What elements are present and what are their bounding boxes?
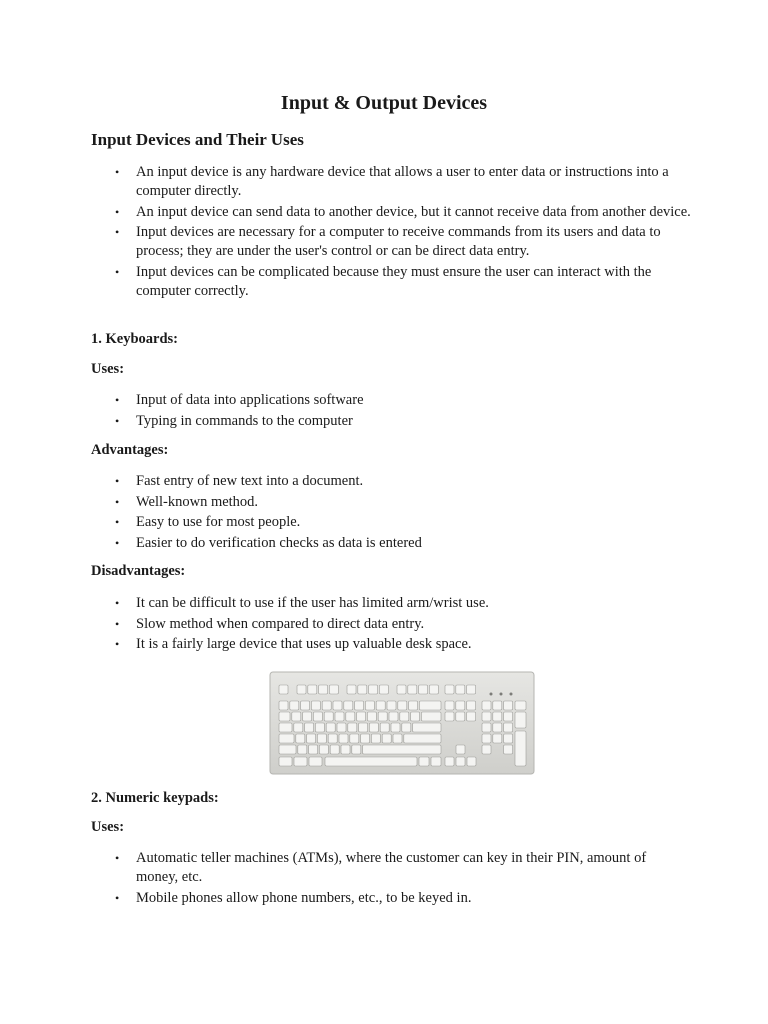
- keyboard-key: [493, 723, 502, 732]
- keyboard-key: [429, 685, 438, 694]
- keyboard-key: [404, 734, 441, 743]
- list-item: • An input device can send data to another device, but it cannot receive data from another device.: [115, 203, 691, 220]
- keyboard-key: [382, 734, 391, 743]
- list-item: • Mobile phones allow phone numbers, etc., to be keyed in.: [115, 889, 472, 906]
- keyboard-key: [322, 701, 331, 710]
- keyboard-key: [309, 745, 318, 754]
- bullet-icon: •: [115, 165, 120, 179]
- keyboard-key: [456, 745, 465, 754]
- keyboard-key: [279, 734, 294, 743]
- keyboard-key: [307, 734, 316, 743]
- bullet-icon: •: [115, 851, 120, 865]
- list-item: • Well-known method.: [115, 493, 259, 510]
- keyboard-key: [378, 712, 387, 721]
- keyboard-key: [413, 723, 441, 732]
- keyboard-key: [294, 723, 303, 732]
- keyboard-key: [308, 685, 317, 694]
- keyboard-key: [279, 685, 288, 694]
- keyboard-key: [493, 712, 502, 721]
- keyboard-key: [279, 757, 292, 766]
- keyboard-key: [357, 712, 366, 721]
- keyboard-key: [387, 701, 396, 710]
- keyboard-key: [337, 723, 346, 732]
- keyboard-key: [326, 723, 335, 732]
- list-item: • Input devices can be complicated because they must ensure the user can interact with the computer correctly.: [115, 263, 652, 299]
- keyboard-key: [400, 712, 409, 721]
- keyboard-key: [467, 701, 476, 710]
- keyboard-key: [292, 712, 301, 721]
- keyboard-key: [482, 712, 491, 721]
- keyboard-key: [376, 701, 385, 710]
- page-title: Input & Output Devices: [280, 92, 488, 114]
- keyboard-key: [467, 685, 476, 694]
- keyboard-key: [419, 757, 429, 766]
- keyboard-key: [389, 712, 398, 721]
- keyboard-key: [445, 685, 454, 694]
- keyboard-key: [369, 685, 378, 694]
- keyboards-advantages-heading: Advantages:: [91, 442, 169, 458]
- keyboard-key: [467, 757, 476, 766]
- bullet-icon: •: [115, 515, 120, 529]
- keyboard-key: [515, 701, 526, 710]
- keyboard-key: [365, 701, 374, 710]
- keyboard-key: [319, 685, 328, 694]
- keyboard-key: [369, 723, 378, 732]
- keyboards-disadvantages-heading: Disadvantages:: [91, 563, 186, 579]
- keyboard-key: [296, 734, 305, 743]
- numeric-keypads-heading: 2. Numeric keypads:: [91, 790, 219, 806]
- keyboard-key: [355, 701, 364, 710]
- keyboard-key: [279, 745, 296, 754]
- list-item: • It can be difficult to use if the user has limited arm/wrist use.: [115, 595, 489, 611]
- keyboard-key: [347, 685, 356, 694]
- keyboards-disadvantages-list: [91, 594, 691, 656]
- keyboard-key: [402, 723, 411, 732]
- keyboard-key: [294, 757, 307, 766]
- keyboard-key: [315, 723, 324, 732]
- list-item: • Slow method when compared to direct data entry.: [115, 615, 425, 632]
- keyboard-key: [305, 723, 314, 732]
- bullet-icon: •: [115, 494, 120, 509]
- list-item: • Automatic teller machines (ATMs), where the customer can key in their PIN, amount of money, etc.: [115, 850, 647, 885]
- keyboard-key: [346, 712, 355, 721]
- keyboard-key: [456, 701, 465, 710]
- list-item: • Fast entry of new text into a document.: [115, 473, 364, 489]
- keyboard-key: [279, 712, 290, 721]
- keyboard-key: [333, 701, 342, 710]
- keyboard-key: [398, 701, 407, 710]
- keyboard-icon: [269, 671, 535, 775]
- list-item: • It is a fairly large device that uses up valuable desk space.: [115, 636, 472, 652]
- keyboard-key: [391, 723, 400, 732]
- keyboard-key: [493, 734, 502, 743]
- list-item: • Easier to do verification checks as data is entered: [115, 534, 422, 551]
- list-item: • Easy to use for most people.: [115, 514, 301, 530]
- keyboards-uses-heading: Uses:: [91, 361, 125, 377]
- keyboard-key: [393, 734, 402, 743]
- keyboard-key: [411, 712, 420, 721]
- keyboard-key: [504, 745, 513, 754]
- keyboard-key: [279, 723, 292, 732]
- list-item: • Input devices are necessary for a computer to receive commands from its users and data to process; they are under the user's control or can be direct data entry.: [115, 224, 661, 259]
- bullet-icon: •: [115, 393, 120, 407]
- bullet-icon: •: [115, 535, 120, 550]
- keyboard-key: [309, 757, 322, 766]
- bullet-icon: •: [115, 204, 120, 219]
- keyboard-key: [329, 685, 338, 694]
- keyboard-key: [515, 712, 526, 728]
- keyboard-key: [397, 685, 406, 694]
- keyboard-key: [419, 701, 441, 710]
- keyboard-key: [408, 685, 417, 694]
- keyboard-key: [467, 712, 476, 721]
- keyboards-uses-list: [91, 391, 691, 432]
- keyboard-key: [359, 723, 368, 732]
- keyboard-key: [419, 685, 428, 694]
- bullet-icon: •: [115, 413, 120, 428]
- keyboard-key: [431, 757, 441, 766]
- bullet-icon: •: [115, 890, 120, 905]
- keyboard-key: [445, 712, 454, 721]
- keyboard-key: [358, 685, 367, 694]
- bullet-icon: •: [115, 264, 120, 279]
- keyboard-key: [303, 712, 312, 721]
- keyboard-key: [313, 712, 322, 721]
- bullet-icon: •: [115, 474, 120, 488]
- list-item: • An input device is any hardware device that allows a user to enter data or instructions into a computer directly.: [115, 164, 669, 199]
- list-item: • Typing in commands to the computer: [115, 412, 353, 429]
- keyboards-advantages-list: [91, 472, 691, 554]
- keyboard-key: [324, 712, 333, 721]
- keyboard-key: [379, 685, 388, 694]
- bullet-icon: •: [115, 596, 120, 610]
- keyboards-heading: 1. Keyboards:: [91, 331, 178, 347]
- keyboard-key: [456, 685, 465, 694]
- keyboard-key: [380, 723, 389, 732]
- numeric-keypads-uses-heading: Uses:: [91, 819, 125, 835]
- keyboard-key: [504, 712, 513, 721]
- keyboard-key: [482, 701, 491, 710]
- keyboard-key: [335, 712, 344, 721]
- keyboard-key: [361, 734, 370, 743]
- bullet-icon: •: [115, 225, 120, 239]
- keyboard-key: [445, 757, 454, 766]
- keyboard-key: [328, 734, 337, 743]
- keyboard-key: [330, 745, 339, 754]
- keyboard-image: [269, 671, 535, 775]
- intro-bullet-list: [91, 163, 691, 302]
- keyboard-key: [409, 701, 418, 710]
- keyboard-key: [504, 723, 513, 732]
- keyboard-key: [311, 701, 320, 710]
- keyboard-key: [445, 701, 454, 710]
- keyboard-key: [504, 701, 513, 710]
- keyboard-key: [352, 745, 361, 754]
- keyboard-key: [456, 712, 465, 721]
- keyboard-key: [319, 745, 328, 754]
- keyboard-key: [371, 734, 380, 743]
- keyboard-key: [504, 734, 513, 743]
- keyboard-key: [348, 723, 357, 732]
- keyboard-key: [363, 745, 441, 754]
- numeric-keypads-uses-list: [91, 849, 691, 909]
- section-heading: Input Devices and Their Uses: [91, 130, 304, 149]
- keyboard-key: [482, 734, 491, 743]
- keyboard-key: [301, 701, 310, 710]
- keyboard-key: [482, 745, 491, 754]
- bullet-icon: •: [115, 616, 120, 631]
- keyboard-key: [317, 734, 326, 743]
- list-item: • Input of data into applications software: [115, 392, 364, 408]
- keyboard-key: [350, 734, 359, 743]
- keyboard-key: [344, 701, 353, 710]
- keyboard-key: [298, 745, 307, 754]
- keyboard-key: [493, 701, 502, 710]
- keyboard-key: [367, 712, 376, 721]
- bullet-icon: •: [115, 637, 120, 651]
- keyboard-key: [341, 745, 350, 754]
- keyboard-key: [482, 723, 491, 732]
- keyboard-key: [279, 701, 288, 710]
- keyboard-key: [421, 712, 441, 721]
- keyboard-key: [290, 701, 299, 710]
- keyboard-key: [297, 685, 306, 694]
- keyboard-key: [339, 734, 348, 743]
- keyboard-key: [456, 757, 465, 766]
